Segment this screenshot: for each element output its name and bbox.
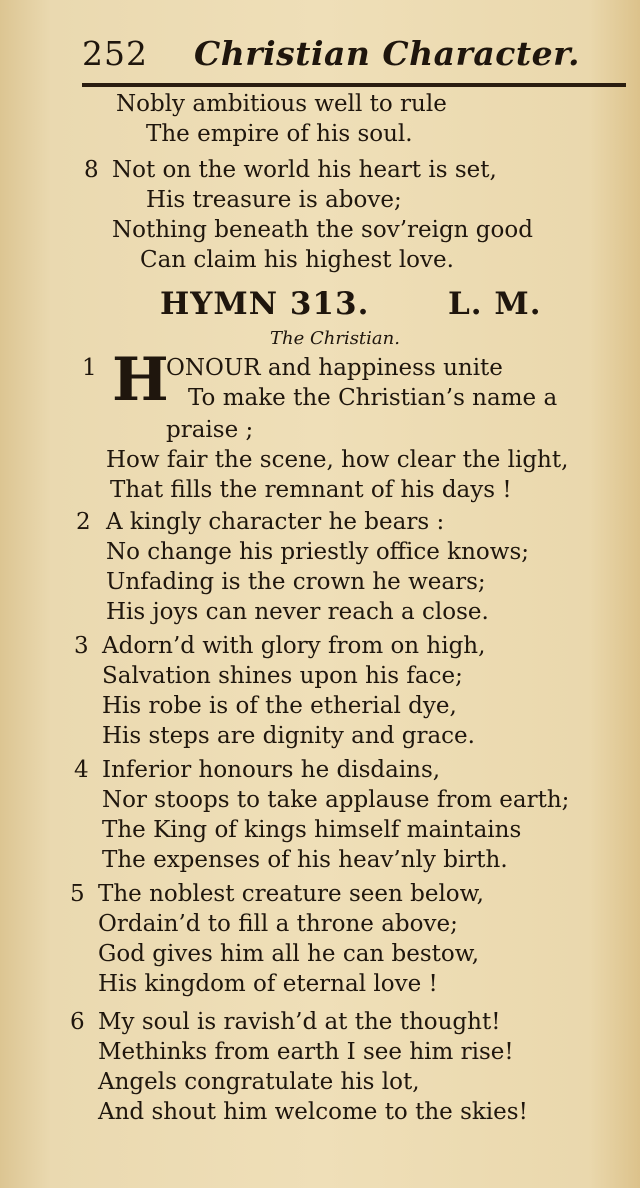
- verse-line: The noblest creature seen below,: [98, 881, 484, 907]
- verse-line: Not on the world his heart is set,: [112, 157, 497, 183]
- verse-line: No change his priestly office knows;: [106, 539, 530, 565]
- verse-line: That fills the remnant of his days !: [110, 477, 512, 503]
- verse-line: Methinks from earth I see him rise!: [98, 1039, 514, 1065]
- verse-number: 1: [82, 355, 97, 381]
- verse-line: Ordain’d to fill a throne above;: [98, 911, 458, 937]
- verse-line: praise ;: [166, 417, 254, 443]
- verse-line: Inferior honours he disdains,: [102, 757, 441, 783]
- verse-line: How fair the scene, how clear the light,: [106, 447, 569, 473]
- verse-number: 6: [70, 1009, 85, 1035]
- verse-line: His robe is of the etherial dye,: [102, 693, 457, 719]
- verse-line: His treasure is above;: [146, 187, 402, 213]
- page-number: 252: [82, 34, 148, 73]
- drop-cap: H: [112, 345, 169, 415]
- page-header: [82, 34, 622, 78]
- verse-line: The expenses of his heav’nly birth.: [102, 847, 508, 873]
- verse-number: 2: [76, 509, 91, 535]
- verse-line: His joys can never reach a close.: [106, 599, 489, 625]
- hymn-meter: L. M.: [448, 286, 542, 322]
- running-title: Christian Character.: [194, 34, 580, 73]
- verse-line: ONOUR and happiness unite: [166, 355, 503, 381]
- hymn-subtitle: The Christian.: [270, 328, 400, 349]
- verse-line: Salvation shines upon his face;: [102, 663, 463, 689]
- verse-line: The empire of his soul.: [146, 121, 413, 147]
- header-rule: [82, 83, 626, 87]
- hymn-title: HYMN 313.: [160, 286, 370, 322]
- verse-line: To make the Christian’s name a: [188, 385, 558, 411]
- verse-line: Nobly ambitious well to rule: [116, 91, 447, 117]
- verse-line: The King of kings himself maintains: [102, 817, 522, 843]
- verse-line: Nothing beneath the sov’reign good: [112, 217, 533, 243]
- verse-number: 5: [70, 881, 85, 907]
- verse-line: Adorn’d with glory from on high,: [102, 633, 486, 659]
- verse-line: Angels congratulate his lot,: [98, 1069, 420, 1095]
- verse-number: 3: [74, 633, 89, 659]
- verse-number: 8: [84, 157, 99, 183]
- verse-line: Nor stoops to take applause from earth;: [102, 787, 570, 813]
- verse-number: 4: [74, 757, 89, 783]
- verse-line: My soul is ravish’d at the thought!: [98, 1009, 501, 1035]
- verse-line: His steps are dignity and grace.: [102, 723, 475, 749]
- verse-line: Unfading is the crown he wears;: [106, 569, 486, 595]
- verse-line: And shout him welcome to the skies!: [98, 1099, 528, 1125]
- verse-line: A kingly character he bears :: [106, 509, 445, 535]
- verse-line: God gives him all he can bestow,: [98, 941, 480, 967]
- verse-line: Can claim his highest love.: [140, 247, 454, 273]
- verse-line: His kingdom of eternal love !: [98, 971, 438, 997]
